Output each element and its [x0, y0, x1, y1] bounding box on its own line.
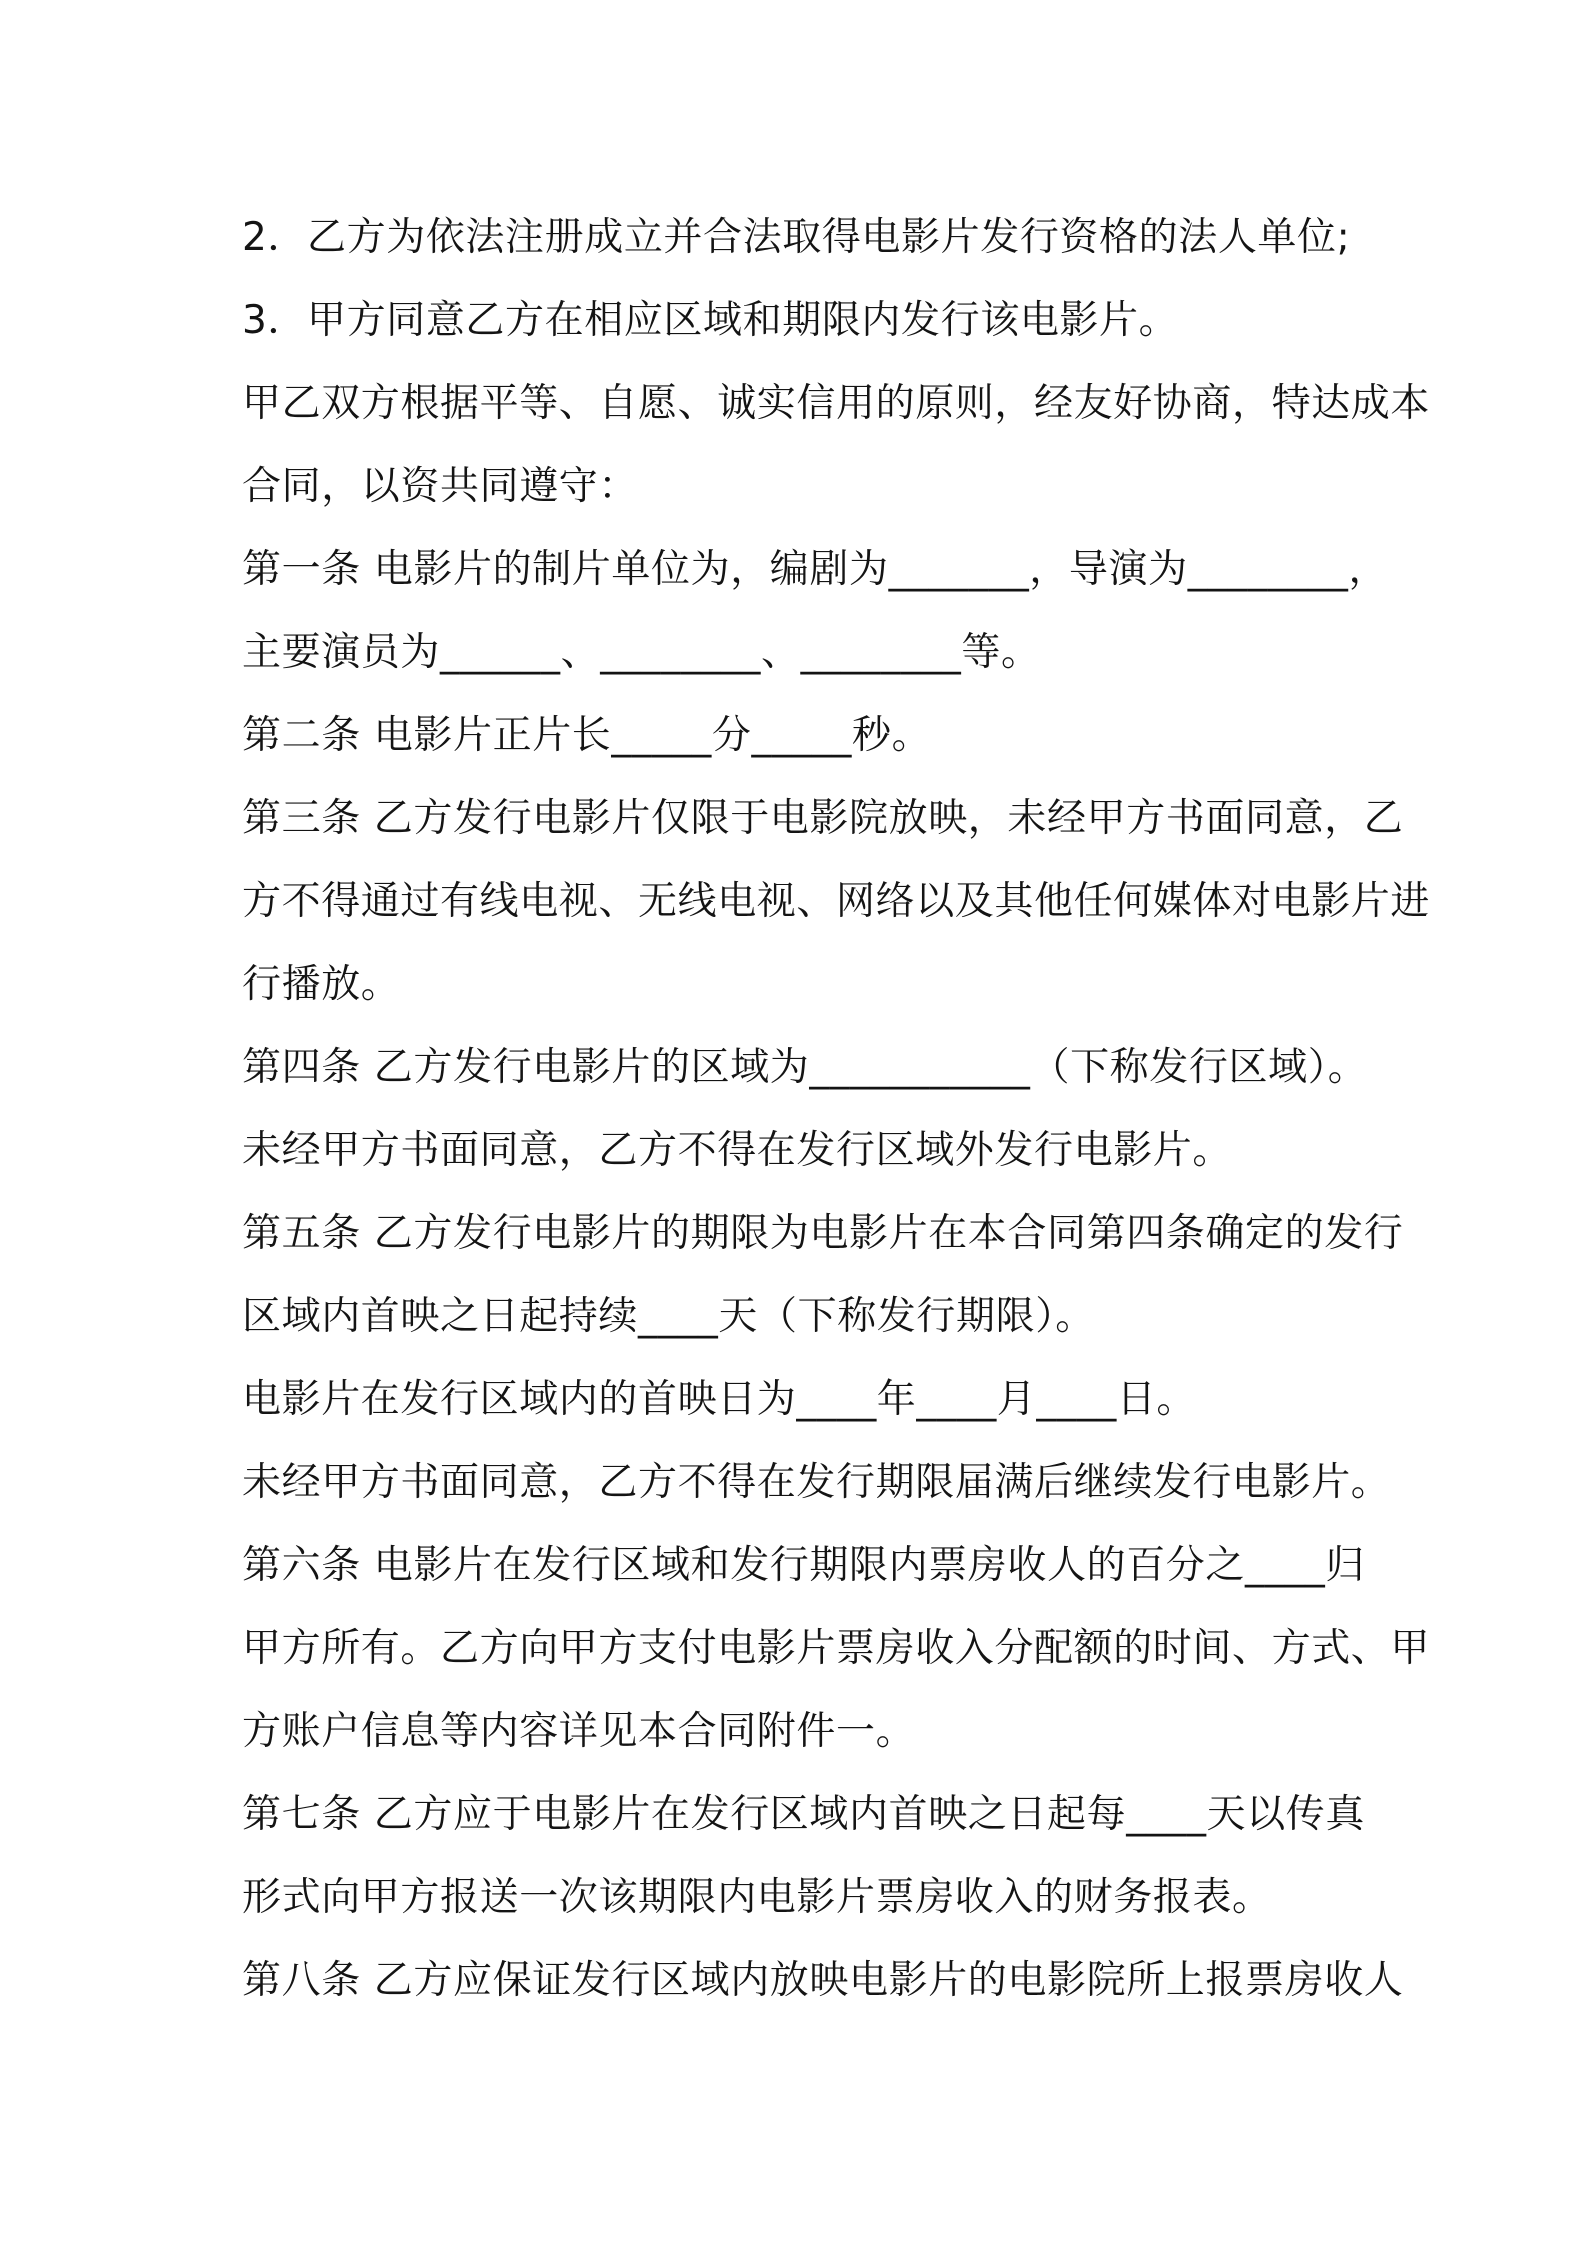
clause-line-intro-2: 2．乙方为依法注册成立并合法取得电影片发行资格的法人单位;: [242, 215, 1351, 260]
article-3-line-1: 第三条 乙方发行电影片仅限于电影院放映，未经甲方书面同意，乙: [242, 796, 1404, 841]
article-3-line-3: 行播放。: [242, 962, 401, 1007]
article-1-line-1: 第一条 电影片的制片单位为，编剧为_______，导演为________，: [242, 547, 1389, 592]
agreement-preamble-line-2: 合同，以资共同遵守：: [242, 464, 639, 509]
article-8-line-1: 第八条 乙方应保证发行区域内放映电影片的电影院所上报票房收人: [242, 1958, 1404, 2003]
article-1-line-2: 主要演员为______、________、________等。: [242, 630, 1041, 675]
article-5-line-4: 未经甲方书面同意，乙方不得在发行期限届满后继续发行电影片。: [242, 1460, 1391, 1505]
article-5-line-2: 区域内首映之日起持续____天（下称发行期限）。: [242, 1294, 1095, 1339]
article-2-line-1: 第二条 电影片正片长_____分_____秒。: [242, 713, 932, 758]
clause-line-intro-3: 3．甲方同意乙方在相应区域和期限内发行该电影片。: [242, 298, 1179, 343]
contract-text: [242, 196, 1431, 2022]
article-3-line-2: 方不得通过有线电视、无线电视、网络以及其他任何媒体对电影片进: [242, 879, 1431, 924]
article-7-line-1: 第七条 乙方应于电影片在发行区域内首映之日起每____天以传真: [242, 1792, 1365, 1837]
article-5-line-3: 电影片在发行区域内的首映日为____年____月____日。: [242, 1377, 1197, 1422]
agreement-preamble-line-1: 甲乙双方根据平等、自愿、诚实信用的原则，经友好协商，特达成本: [242, 381, 1431, 426]
article-6-line-1: 第六条 电影片在发行区域和发行期限内票房收人的百分之____归: [242, 1543, 1365, 1588]
article-4-line-2: 未经甲方书面同意，乙方不得在发行区域外发行电影片。: [242, 1128, 1233, 1173]
article-6-line-2: 甲方所有。乙方向甲方支付电影片票房收入分配额的时间、方式、甲: [242, 1626, 1431, 1671]
article-5-line-1: 第五条 乙方发行电影片的期限为电影片在本合同第四条确定的发行: [242, 1211, 1404, 1256]
article-4-line-1: 第四条 乙方发行电影片的区域为___________（下称发行区域）。: [242, 1045, 1368, 1090]
article-7-line-2: 形式向甲方报送一次该期限内电影片票房收入的财务报表。: [242, 1875, 1272, 1920]
article-6-line-3: 方账户信息等内容详见本合同附件一。: [242, 1709, 916, 1754]
